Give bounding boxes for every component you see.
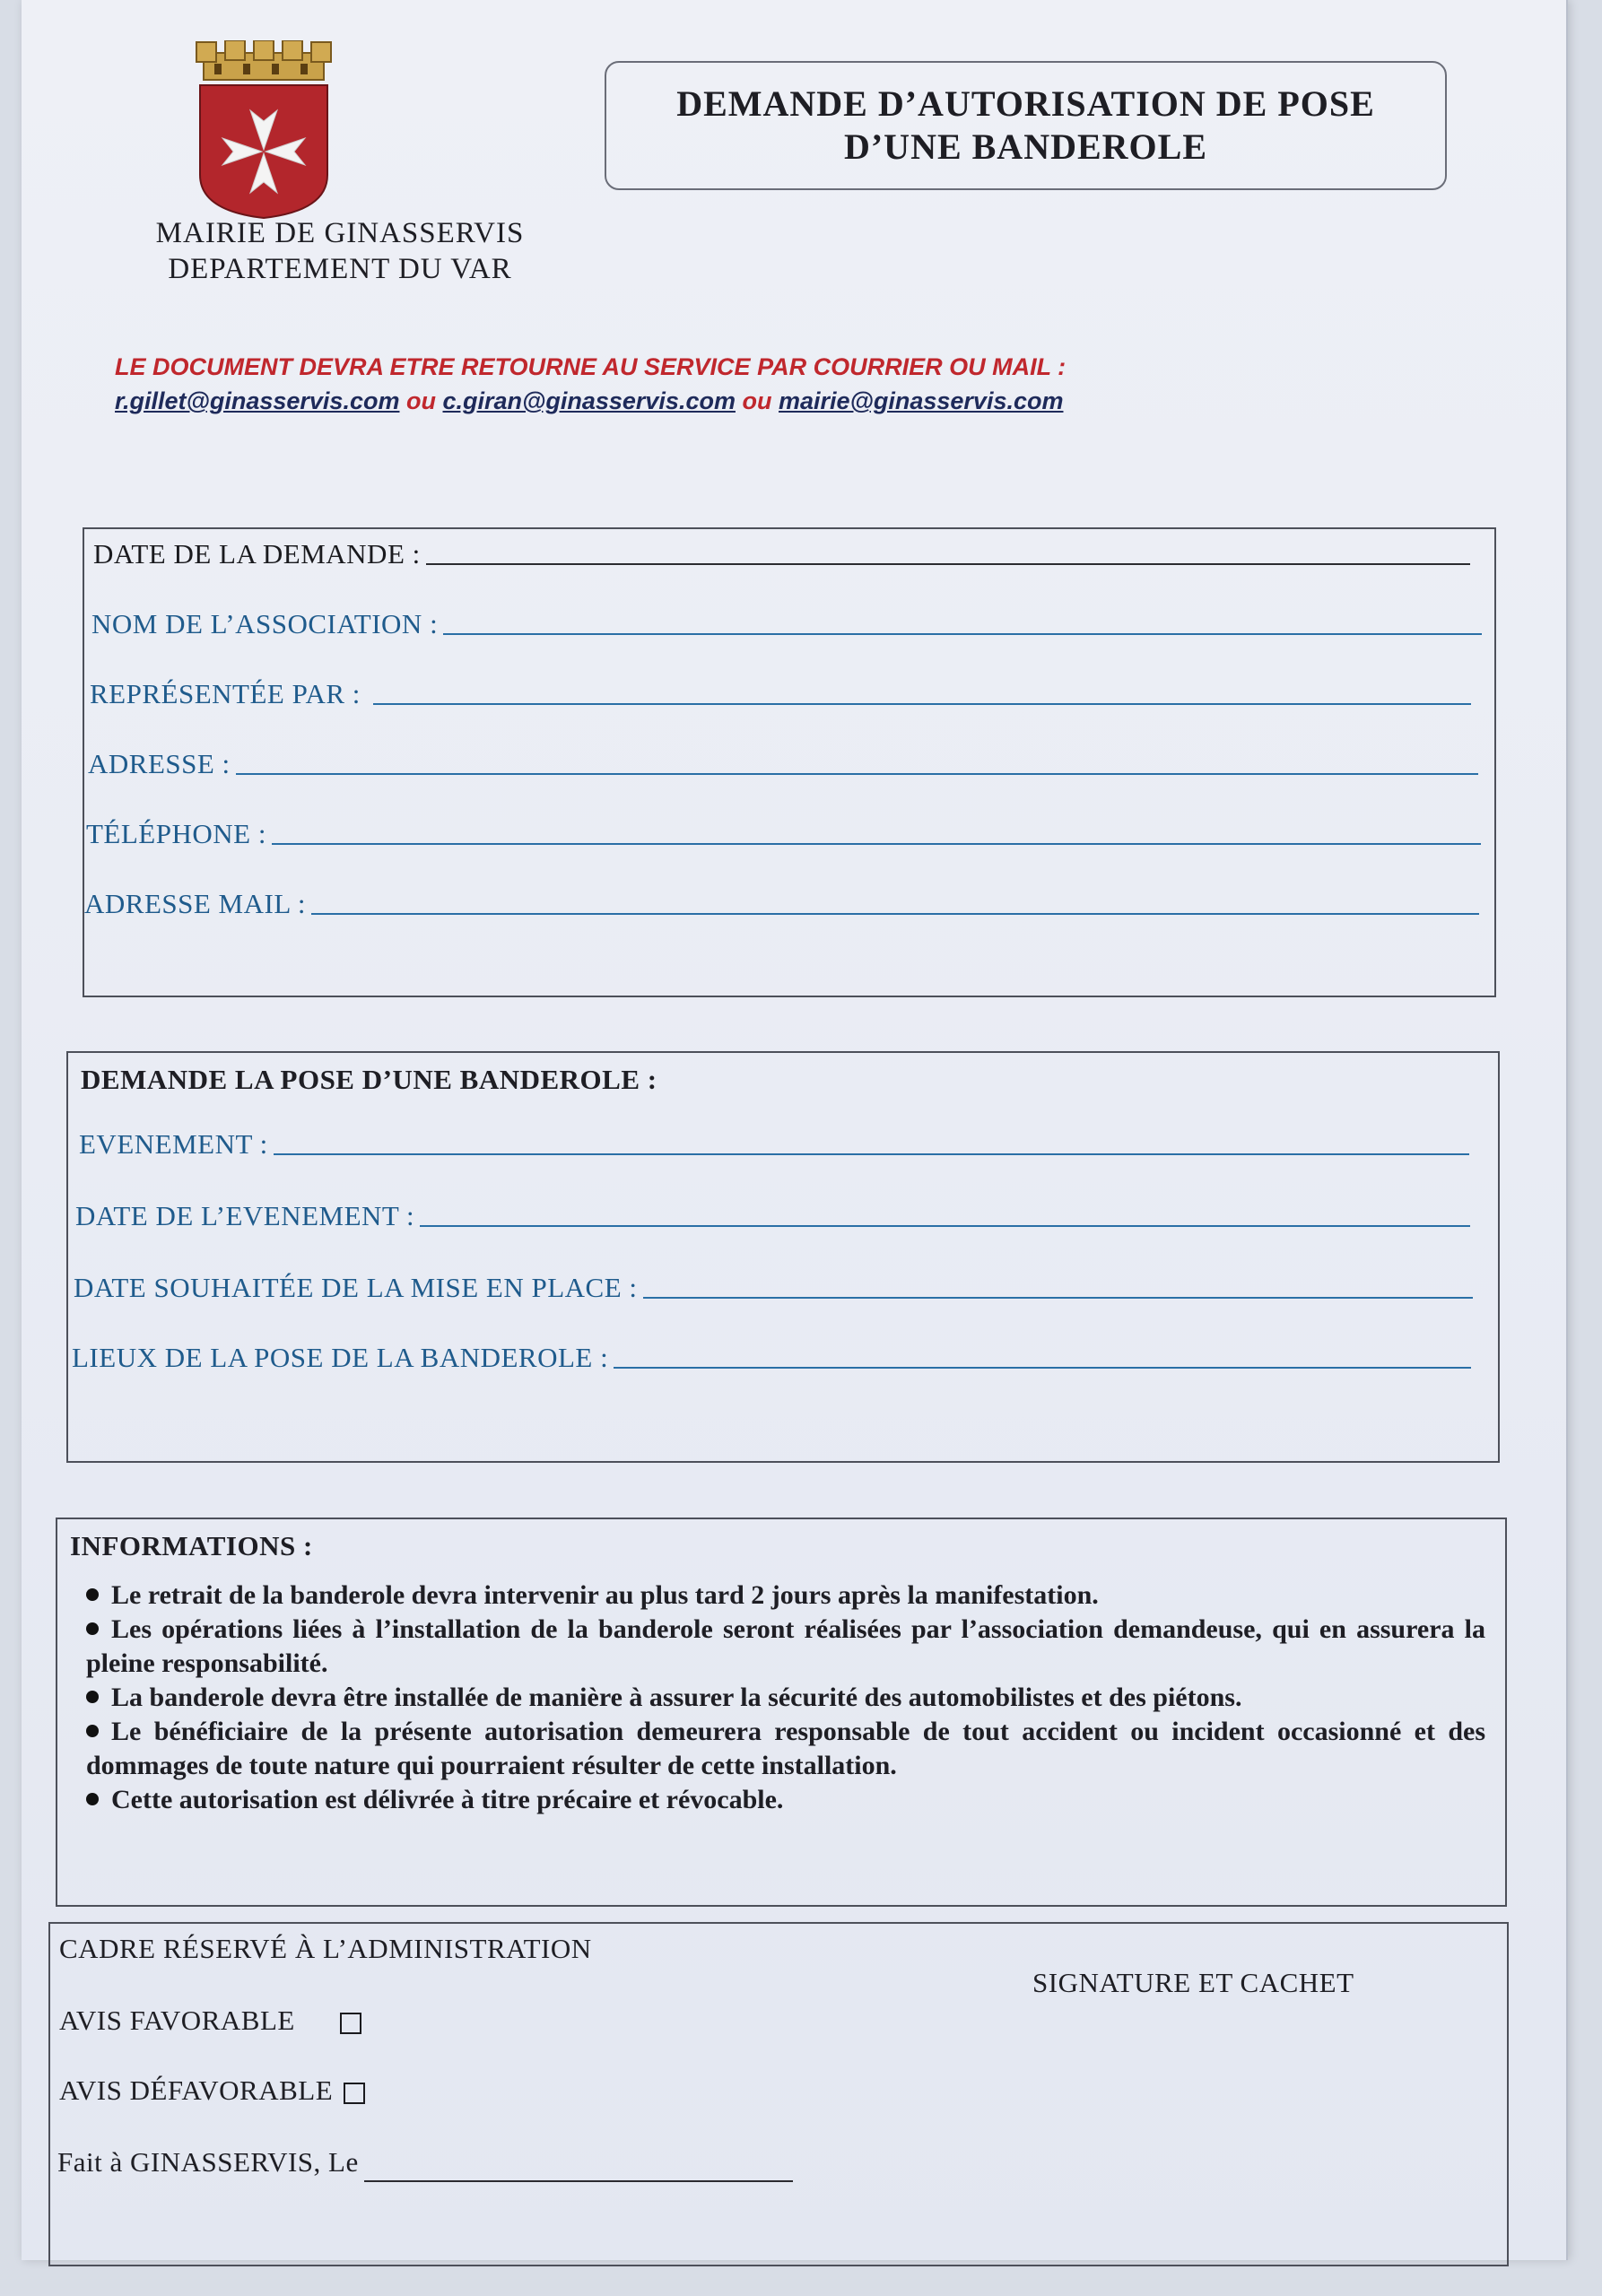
return-notice [115, 350, 1066, 418]
mairie-block [116, 215, 564, 287]
unfavorable-row [59, 2074, 365, 2107]
mairie-name: MAIRIE DE GINASSERVIS [155, 217, 525, 249]
done-at-label: Fait à GINASSERVIS, Le [57, 2146, 359, 2178]
bullet-icon [86, 1691, 99, 1703]
signature-label: SIGNATURE ET CACHET [1032, 1967, 1354, 1998]
date-request-row [93, 538, 1470, 570]
event-row [79, 1128, 1469, 1161]
done-at-field[interactable] [364, 2179, 793, 2182]
informations-list [86, 1578, 1485, 1817]
event-field[interactable] [274, 1152, 1469, 1155]
event-date-label: DATE DE L’EVENEMENT : [75, 1200, 415, 1231]
address-label: ADRESSE : [88, 748, 231, 779]
email-field[interactable] [311, 911, 1479, 915]
info-item: Le bénéficiaire de la présente autorisation demeurera responsable de tout accident ou incident occasionné et des dommages de toute nature qui pourraient résulter de cette installation. [86, 1717, 1485, 1780]
location-row [72, 1342, 1471, 1374]
install-date-label: DATE SOUHAITÉE DE LA MISE EN PLACE : [74, 1272, 638, 1303]
info-item: Le retrait de la banderole devra intervenir au plus tard 2 jours après la manifestation. [86, 1578, 1485, 1613]
done-at-row [57, 2146, 793, 2179]
admin-section [48, 1922, 1509, 2266]
info-item: Les opérations liées à l’installation de la banderole seront réalisées par l’association demandeuse, qui en assurera la pleine responsabilité. [86, 1614, 1485, 1678]
unfavorable-checkbox[interactable] [344, 2083, 365, 2104]
return-notice-text: LE DOCUMENT DEVRA ETRE RETOURNE AU SERVICE PAR COURRIER OU MAIL : [115, 353, 1067, 380]
install-date-row [74, 1272, 1473, 1304]
address-row [88, 748, 1478, 780]
event-label: EVENEMENT : [79, 1128, 268, 1160]
bullet-icon [86, 1725, 99, 1737]
document-title [605, 61, 1447, 190]
location-label: LIEUX DE LA POSE DE LA BANDEROLE : [72, 1342, 609, 1373]
separator-or-1: ou [405, 387, 436, 414]
title-line-1: DEMANDE D’AUTORISATION DE POSE [676, 83, 1375, 124]
admin-title: CADRE RÉSERVÉ À L’ADMINISTRATION [59, 1933, 592, 1964]
banner-request-section [66, 1051, 1500, 1463]
email-link-gillet[interactable]: r.gillet@ginasservis.com [115, 387, 400, 414]
bullet-icon [86, 1588, 99, 1601]
phone-row [86, 818, 1481, 850]
separator-or-2: ou [742, 387, 772, 414]
association-field[interactable] [443, 631, 1482, 635]
email-row [84, 888, 1479, 920]
email-link-mairie[interactable]: mairie@ginasservis.com [779, 387, 1064, 414]
date-request-label: DATE DE LA DEMANDE : [93, 538, 421, 570]
info-item: Cette autorisation est délivrée à titre précaire et révocable. [86, 1783, 1485, 1817]
represented-field[interactable] [373, 701, 1471, 705]
department-name: DEPARTEMENT DU VAR [168, 253, 512, 285]
informations-title: INFORMATIONS : [70, 1530, 313, 1561]
represented-row [90, 678, 1471, 710]
bullet-icon [86, 1622, 99, 1635]
address-field[interactable] [236, 771, 1478, 775]
favorable-label: AVIS FAVORABLE [59, 2005, 295, 2036]
event-date-field[interactable] [420, 1223, 1470, 1227]
info-item: La banderole devra être installée de manière à assurer la sécurité des automobilistes et des piétons. [86, 1681, 1485, 1715]
favorable-row [59, 2005, 361, 2037]
applicant-section [83, 527, 1496, 997]
email-label: ADRESSE MAIL : [84, 888, 306, 919]
unfavorable-label: AVIS DÉFAVORABLE [59, 2074, 334, 2106]
phone-field[interactable] [272, 841, 1481, 845]
banner-section-title: DEMANDE LA POSE D’UNE BANDEROLE : [81, 1064, 657, 1095]
title-line-2: D’UNE BANDEROLE [843, 126, 1208, 167]
date-request-field[interactable] [426, 561, 1470, 565]
represented-label: REPRÉSENTÉE PAR : [90, 678, 361, 709]
bullet-icon [86, 1793, 99, 1805]
favorable-checkbox[interactable] [340, 2013, 361, 2034]
location-field[interactable] [614, 1365, 1471, 1369]
association-label: NOM DE L’ASSOCIATION : [91, 608, 439, 639]
install-date-field[interactable] [643, 1295, 1474, 1299]
email-link-giran[interactable]: c.giran@ginasservis.com [442, 387, 736, 414]
association-row [91, 608, 1482, 640]
coat-of-arms-icon [187, 40, 340, 220]
phone-label: TÉLÉPHONE : [86, 818, 266, 849]
form-page [22, 0, 1568, 2260]
event-date-row [75, 1200, 1470, 1232]
